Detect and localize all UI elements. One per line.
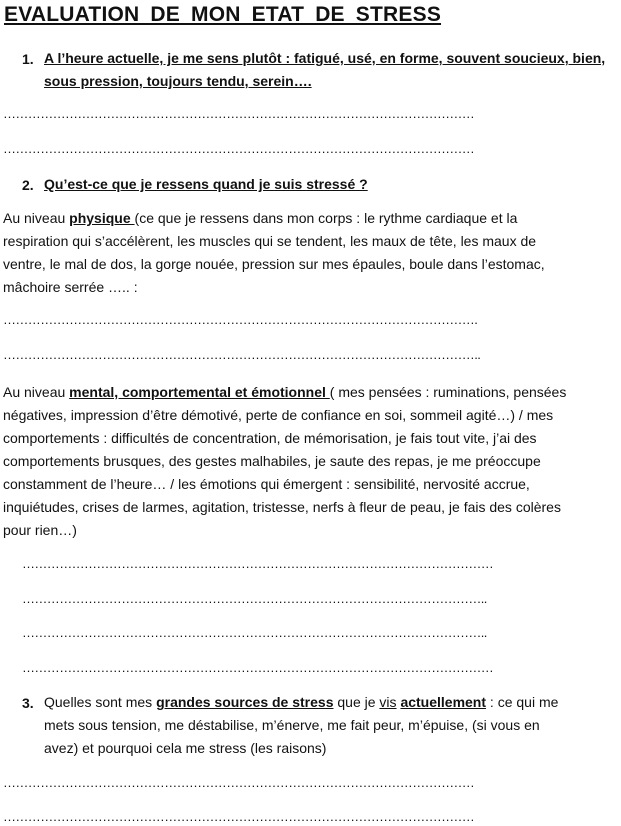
mental-line-3: comportements : difficultés de concentration, de mémorisation, je fais tout vite, j’ai des — [3, 430, 537, 446]
question-3-keyword-vis: vis — [379, 694, 397, 710]
answer-line[interactable]: …………………………………………………………………………………………………… — [3, 106, 475, 121]
mental-line-7: pour rien…) — [3, 522, 77, 538]
answer-line[interactable]: …………………………………………………………………………………………………… — [3, 809, 475, 824]
answer-line[interactable]: …………………………………………………………………………………………………… — [3, 775, 475, 790]
answer-line[interactable]: ……………………………………………………………………………………………………. — [3, 312, 478, 327]
physique-paragraph — [3, 207, 545, 299]
physique-line-3: ventre, le mal de dos, la gorge nouée, pression sur mes épaules, boule dans l’estomac, — [3, 256, 545, 272]
physique-line-2: respiration qui s’accélèrent, les muscles qui se tendent, les maux de tête, les maux de — [3, 233, 537, 249]
mental-line-1 — [3, 381, 566, 404]
mental-keyword: mental, comportemental et émotionnel — [69, 384, 330, 400]
question-3-line-3: avez) et pourquoi cela me stress (les raisons) — [44, 740, 327, 756]
answer-line[interactable]: ………………………………………………………………………………………………….. — [22, 625, 487, 640]
answer-line[interactable]: …………………………………………………………………………………………………… — [22, 556, 494, 571]
question-3-keyword-sources: grandes sources de stress — [156, 694, 334, 710]
mental-paragraph — [3, 381, 566, 542]
question-2-number: 2. — [22, 177, 34, 193]
physique-prefix: Au niveau — [3, 210, 70, 226]
question-3-post: : ce qui me — [486, 694, 559, 710]
question-3-pre: Quelles sont mes — [44, 694, 157, 710]
mental-prefix: Au niveau — [3, 384, 70, 400]
answer-line[interactable]: …………………………………………………………………………………………………… — [22, 660, 494, 675]
physique-line-4: mâchoire serrée ….. : — [3, 279, 138, 295]
mental-line-6: inquiétudes, crises de larmes, agitation, tristesse, nerfs à fleur de peau, je fais des colères — [3, 499, 561, 515]
mental-line-4: comportements brusques, des gestes malhabiles, je saute des repas, je me préoccupe — [3, 453, 541, 469]
question-3-keyword-actuellement: actuellement — [400, 694, 487, 710]
answer-line[interactable]: …………………………………………………………………………………………………….. — [3, 347, 481, 362]
question-3-mid: que je — [333, 694, 380, 710]
question-3-line-2: mets sous tension, me déstabilise, m’énerve, me fait peur, m’épuise, (si vous en — [44, 717, 540, 733]
question-1-number: 1. — [22, 51, 34, 67]
question-2-text: Qu’est-ce que je ressens quand je suis stressé ? — [44, 176, 368, 192]
page-title: EVALUATION DE MON ETAT DE STRESS — [4, 3, 442, 26]
mental-line-5: constamment de l’heure… / les émotions qui émergent : sensibilité, nervosité accrue, — [3, 476, 530, 492]
physique-line-1 — [3, 207, 545, 230]
mental-line-1-rest: ( mes pensées : ruminations, pensées — [329, 384, 567, 400]
mental-line-2: négatives, impression d’être démotivé, perte de confiance en soi, sommeil agité…) / mes — [3, 407, 554, 423]
answer-line[interactable]: ………………………………………………………………………………………………….. — [22, 591, 487, 606]
answer-line[interactable]: …………………………………………………………………………………………………… — [3, 141, 475, 156]
question-1-text-line2: sous pression, toujours tendu, serein…. — [44, 73, 312, 89]
question-3-number: 3. — [22, 695, 34, 711]
physique-line-1-rest: (ce que je ressens dans mon corps : le rythme cardiaque et la — [134, 210, 518, 226]
physique-keyword: physique — [69, 210, 135, 226]
question-1-text: A l’heure actuelle, je me sens plutôt : fatigué, usé, en forme, souvent soucieux, bien, — [44, 50, 606, 66]
question-3-text — [44, 691, 558, 760]
question-3-line-1 — [44, 691, 558, 714]
